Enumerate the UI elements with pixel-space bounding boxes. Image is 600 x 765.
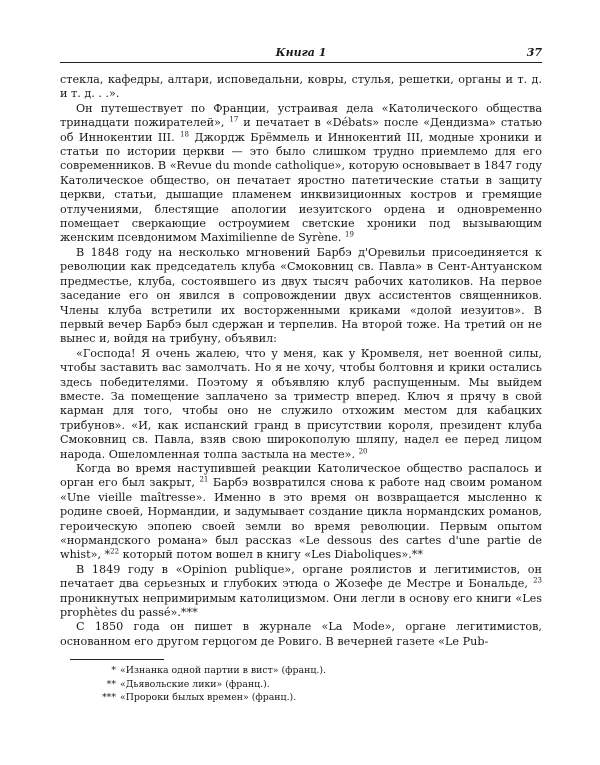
footnote-ref: 22 (110, 547, 120, 556)
footnote-ref: 21 (199, 475, 209, 484)
footnote-ref: 20 (358, 446, 368, 455)
footnote-ref: 23 (533, 576, 542, 585)
paragraph-1: стекла, кафедры, алтари, исповедальни, ковры, стулья, решетки, органы и т. д. и т. д. . .». (60, 73, 542, 101)
footnote-rule (70, 659, 164, 660)
footnote-mark: *** (101, 692, 116, 704)
book-page (60, 44, 542, 705)
footnote (60, 678, 542, 692)
footnotes (60, 659, 542, 705)
footnote (60, 691, 542, 705)
footnote-text: «Изнанка одной партии в вист» (франц.). (120, 665, 326, 677)
paragraph-4: «Господа! Я очень жалею, что у меня, как у Кромвеля, нет военной силы, чтобы заставить вас замолчать. Но я не хочу, чтобы болтовня и крики остались здесь победителями. Поэтому я объявляю клуб распущенным. Мы выйдем вместе. За помещение заплачено за триместр вперед. Ключ я прячу в свой карман для того, чтобы оно не служило отхожим местом для кабацких трибунов». «И, как испанский гранд в присутствии короля, президент клуба Смоковниц св. Павла, взяв свою широкополую шляпу, надел ее перед лицом народа. Ошеломленная толпа застыла на месте». $^{20}$ (60, 346, 542, 461)
footnote (60, 664, 542, 678)
running-title: Книга 1 (275, 46, 327, 59)
footnote-ref: 19 (345, 230, 354, 239)
paragraph-5: Когда во время наступившей реакции Католическое общество распалось и орган его был закрыт, $^{21}$ Барбэ возвратился снова к работе над своим романом «Une vieille maîtresse». Именно в это время он возвращается мысленно к родине своей, Нормандии, и задумывает создание цикла нормандских романов, героическую эпопею своей земли во время революции. Первым опытом «нормандского романа» был рассказ «Le dessous des cartes d'une partie de whist», *$^{22}$ который потом вошел в книгу «Les Diaboliques».** (60, 461, 542, 562)
paragraph-7: С 1850 года он пишет в журнале «La Mode», органе легитимистов, основанном его другом герцогом де Ровиго. В вечерней газете «Le Pub- (60, 620, 542, 648)
footnote-ref: 18 (180, 129, 189, 138)
page-number: 37 (526, 46, 542, 59)
body-text (60, 73, 542, 649)
footnote-text: «Дьявольские лики» (франц.). (120, 678, 270, 690)
running-header (60, 44, 542, 63)
paragraph-6: В 1849 году в «Opinion publique», органе роялистов и легитимистов, он печатает два серьезных и глубоких этюда о Жозефе де Местре и Бональде, $^{23}$ проникнутых непримиримым католицизмом. Они легли в основу его книги «Les prophètes du passé».*** (60, 562, 542, 620)
footnote-mark: ** (106, 678, 116, 690)
footnote-text: «Пророки былых времен» (франц.). (120, 692, 297, 704)
footnote-mark: * (111, 665, 116, 677)
paragraph-3: В 1848 году на несколько мгновений Барбэ д'Оревильи присоединяется к революции как председатель клуба «Смоковниц св. Павла» в Сент-Антуанском предместье, клуба, состоявшего из двух тысяч рабочих католиков. На первое заседание его он явился в сопровождении двух ассистентов священников. Члены клуба встретили их восторженными криками «долой иезуитов». В первый вечер Барбэ был сдержан и терпелив. На второй тоже. На третий он не вынес и, войдя на трибуну, объявил: (60, 245, 542, 346)
paragraph-2: Он путешествует по Франции, устраивая дела «Католического общества тринадцати пожирателей», $^{17}$ и печатает в «Débats» после «Дендизма» статью об Иннокентии III. $^{18}$ Джордж Брёммель и Иннокентий III, модные хроники и статьи по истории церкви — это было слишком трудно приемлемо для его современников. В «Revue du monde catholique», которую основывает в 1847 году Католическое общество, он печатает яростно патетические статьи в защиту церкви, статьи, дышащие пламенем инквизиционных костров и гремящие отлучениями, блестящие апологии иезуитского ордена и одновременно помещает сверкающие остроумием светские хроники под вызывающим женским псевдонимом Maximilienne de Syrène. $^{19}$ (60, 101, 542, 245)
footnote-ref: 17 (229, 115, 239, 124)
